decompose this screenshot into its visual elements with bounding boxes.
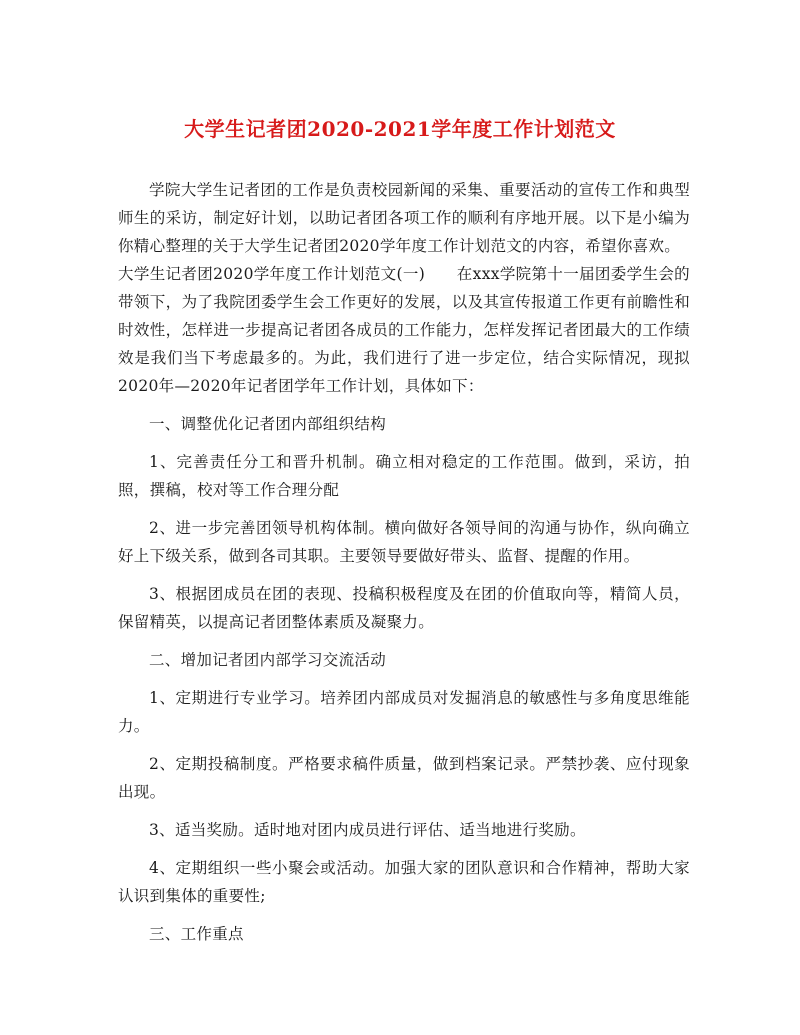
intro-paragraph: 学院大学生记者团的工作是负责校园新闻的采集、重要活动的宣传工作和典型师生的采访，制定好计划，以助记者团各项工作的顺利有序地开展。以下是小编为你精心整理的关于大学生记者团2020学年度工作计划范文的内容，希望你喜欢。 <box>118 181 690 255</box>
list-item: 4、定期组织一些小聚会或活动。加强大家的团队意识和合作精神，帮助大家认识到集体的重要性; <box>118 859 690 905</box>
section-heading-3: 三、工作重点 <box>149 925 244 943</box>
list-item: 1、完善责任分工和晋升机制。确立相对稳定的工作范围。做到，采访，拍照，撰稿，校对等工作合理分配 <box>118 453 690 499</box>
document-body <box>118 176 690 958</box>
list-item: 3、适当奖励。适时地对团内成员进行评估、适当地进行奖励。 <box>149 821 586 839</box>
list-item: 1、定期进行专业学习。培养团内部成员对发掘消息的敏感性与多角度思维能力。 <box>118 689 690 735</box>
section-heading-1: 一、调整优化记者团内部组织结构 <box>149 415 387 433</box>
list-item: 2、进一步完善团领导机构体制。横向做好各领导间的沟通与协作，纵向确立好上下级关系，做到各司其职。主要领导要做好带头、监督、提醒的作用。 <box>118 519 690 565</box>
list-item: 2、定期投稿制度。严格要求稿件质量，做到档案记录。严禁抄袭、应付现象出现。 <box>118 755 690 801</box>
document-title: 大学生记者团2020-2021学年度工作计划范文 <box>184 117 616 141</box>
section-heading-2: 二、增加记者团内部学习交流活动 <box>149 651 387 669</box>
plan-intro-paragraph: 大学生记者团2020学年度工作计划范文(一) 在xxx学院第十一届团委学生会的带领下，为了我院团委学生会工作更好的发展，以及其宣传报道工作更有前瞻性和时效性，怎样进一步提高记者团各成员的工作能力，怎样发挥记者团最大的工作绩效是我们当下考虑最多的。为此，我们进行了进一步定位，结合实际情况，现拟2020年—2020年记者团学年工作计划，具体如下： <box>118 265 690 395</box>
list-item: 3、根据团成员在团的表现、投稿积极程度及在团的价值取向等，精简人员，保留精英，以提高记者团整体素质及凝聚力。 <box>118 585 690 631</box>
